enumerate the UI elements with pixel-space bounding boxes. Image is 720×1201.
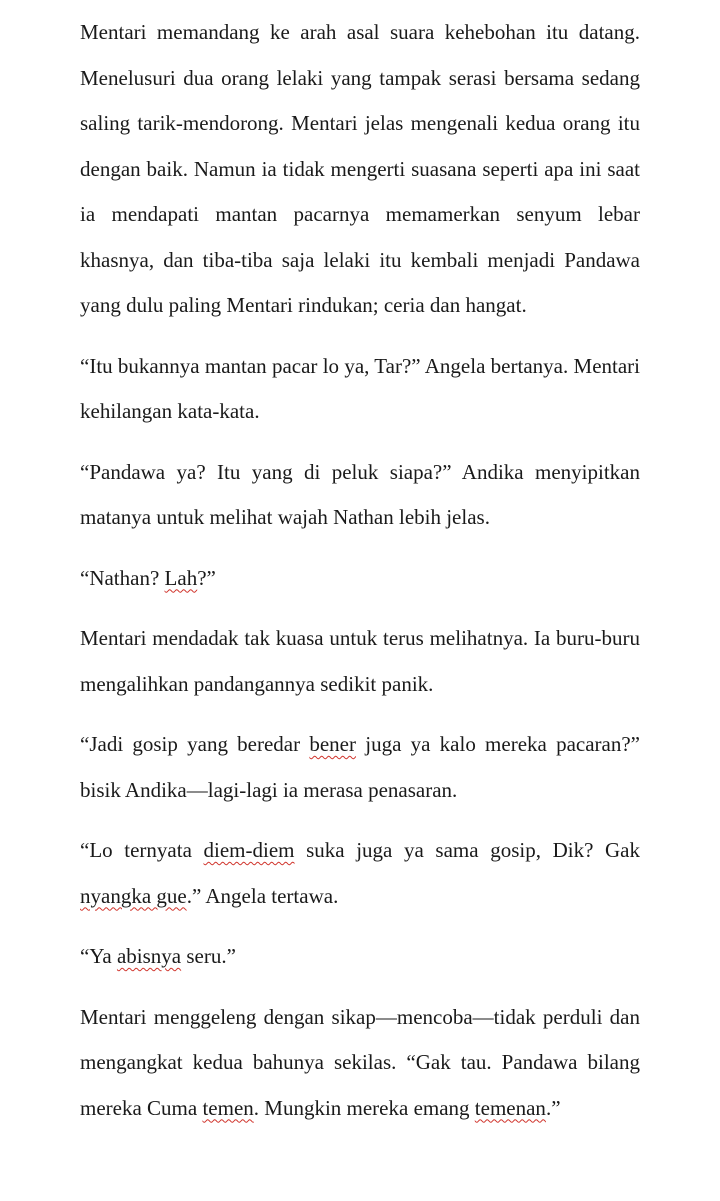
paragraph-7 bbox=[80, 828, 640, 919]
text-run: Mentari memandang ke arah asal suara kehebohan itu datang. Menelusuri dua orang lelaki yang tampak serasi bersama sedang saling tarik-mendorong. Mentari jelas mengenali kedua orang itu dengan baik. Namun ia tidak mengerti suasana seperti apa ini saat ia mendapati mantan pacarnya memamerkan senyum lebar khasnya, dan tiba-tiba saja lelaki itu kembali menjadi Pandawa yang dulu paling Mentari rindukan; ceria dan hangat. bbox=[80, 20, 640, 317]
paragraph-3 bbox=[80, 450, 640, 541]
text-run: . Mungkin mereka emang bbox=[253, 1095, 475, 1120]
text-run: “Ya bbox=[80, 944, 117, 968]
document-page bbox=[80, 0, 640, 1131]
text-run: Mentari menggeleng dengan sikap—mencoba—tidak perduli dan mengangkat kedua bahunya sekilas. “Gak tau. Pandawa bilang mereka Cuma bbox=[80, 1004, 640, 1120]
spellcheck-flagged-word[interactable]: temen bbox=[202, 1095, 254, 1120]
spellcheck-flagged-word[interactable]: Lah bbox=[164, 565, 198, 590]
text-run: “Jadi gosip yang beredar bbox=[80, 732, 310, 756]
text-run: “Pandawa ya? Itu yang di peluk siapa?” Andika menyipitkan matanya untuk melihat wajah Nathan lebih jelas. bbox=[80, 459, 640, 529]
text-run: Mentari mendadak tak kuasa untuk terus melihatnya. Ia buru-buru mengalihkan pandangannya sedikit panik. bbox=[80, 626, 640, 696]
text-run: seru.” bbox=[181, 944, 236, 968]
spellcheck-flagged-word[interactable]: abisnya bbox=[116, 944, 182, 968]
text-run: juga ya kalo mereka pacaran?” bisik Andika—lagi-lagi ia merasa penasaran. bbox=[80, 732, 640, 802]
spellcheck-flagged-word[interactable]: diem-diem bbox=[203, 838, 295, 862]
spellcheck-flagged-word[interactable]: temenan bbox=[474, 1095, 546, 1120]
paragraph-5 bbox=[80, 616, 640, 707]
text-run: “Itu bukannya mantan pacar lo ya, Tar?” Angela bertanya. Mentari kehilangan kata-kata. bbox=[80, 353, 640, 423]
paragraph-9 bbox=[80, 995, 640, 1132]
paragraph-2 bbox=[80, 344, 640, 435]
text-run: .” bbox=[545, 1095, 561, 1120]
text-run: “Lo ternyata bbox=[80, 838, 204, 862]
spellcheck-flagged-word[interactable]: nyangka gue bbox=[80, 883, 187, 908]
paragraph-6 bbox=[80, 722, 640, 813]
paragraph-1 bbox=[80, 10, 640, 329]
text-run: “Nathan? bbox=[80, 565, 165, 590]
paragraph-4 bbox=[80, 556, 640, 602]
text-run: .” Angela tertawa. bbox=[186, 883, 339, 908]
text-run: suka juga ya sama gosip, Dik? Gak bbox=[294, 838, 640, 862]
text-run: ?” bbox=[197, 565, 216, 590]
spellcheck-flagged-word[interactable]: bener bbox=[309, 732, 356, 756]
paragraph-8 bbox=[80, 934, 640, 980]
